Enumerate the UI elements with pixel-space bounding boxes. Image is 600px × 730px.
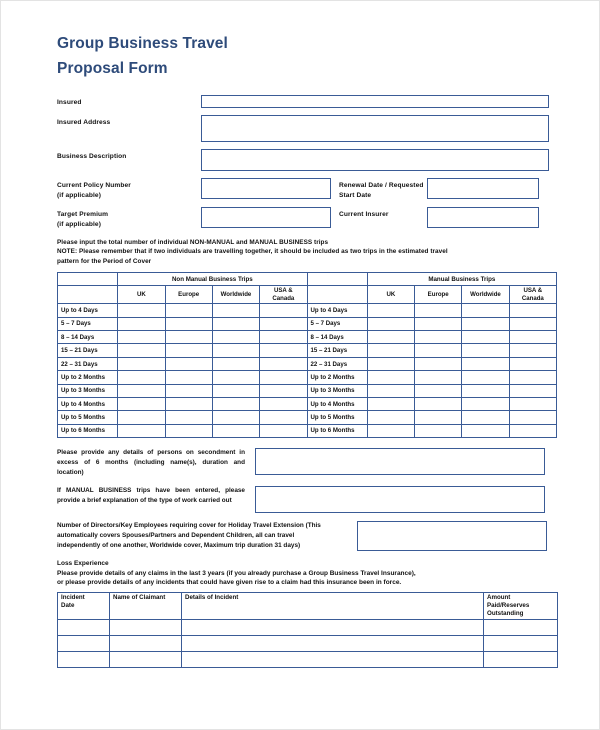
trips-cell-non-manual-3[interactable] <box>260 344 307 357</box>
column-details-of-incident: Details of Incident <box>182 592 484 619</box>
trips-cell-non-manual-1[interactable] <box>165 357 212 370</box>
trips-cell-non-manual-2[interactable] <box>212 331 259 344</box>
field-row-insured-address <box>57 115 557 142</box>
trips-cell-manual-1[interactable] <box>415 384 462 397</box>
usa-canada-line-1-nm: USA & <box>273 287 293 295</box>
usa-canada-line-2-m: Canada <box>521 294 544 302</box>
loss-cell-name-of-claimant[interactable] <box>110 651 182 667</box>
trips-cell-non-manual-3[interactable] <box>260 424 307 437</box>
trips-row <box>58 424 557 437</box>
loss-experience-heading: Loss Experience <box>57 560 109 568</box>
trips-cell-manual-1[interactable] <box>415 317 462 330</box>
trips-cell-non-manual-3[interactable] <box>260 304 307 317</box>
loss-experience-header-row <box>58 592 558 619</box>
trips-destination-non-manual-europe: Europe <box>165 286 212 304</box>
manual-explanation-question-label: If MANUAL BUSINESS trips have been entered, please provide a brief explanation of the type of work carried out <box>57 487 245 505</box>
directors-question-line-1: Number of Directors/Key Employees requiring cover for Holiday Travel Extension (This <box>57 522 321 530</box>
trips-cell-non-manual-0[interactable] <box>118 424 165 437</box>
usa-canada-line-1-m: USA & <box>523 287 543 295</box>
loss-experience-section <box>57 559 557 668</box>
trips-cell-manual-3[interactable] <box>509 357 556 370</box>
trips-cell-non-manual-1[interactable] <box>165 331 212 344</box>
trips-duration-label-non-manual: Up to 4 Days <box>58 304 118 317</box>
trips-cell-manual-1[interactable] <box>415 357 462 370</box>
trips-duration-label-non-manual: 5 – 7 Days <box>58 317 118 330</box>
trips-cell-manual-2[interactable] <box>462 398 509 411</box>
loss-cell-amount[interactable] <box>484 635 558 651</box>
insured-details-fieldset <box>57 95 557 229</box>
current-policy-number-label <box>57 178 201 200</box>
trips-cell-manual-1[interactable] <box>415 331 462 344</box>
trips-duration-label-manual: 8 – 14 Days <box>307 331 367 344</box>
trips-cell-non-manual-2[interactable] <box>212 384 259 397</box>
loss-experience-line-2: or please provide details of any incidents that could have given rise to a claim had this insurance been in force. <box>57 579 402 587</box>
directors-question-line-3: independently of one another, Worldwide cover, Maximum trip duration 31 days) <box>57 542 301 550</box>
trips-row <box>58 304 557 317</box>
trips-destination-header-row <box>58 286 557 304</box>
trips-cell-manual-2[interactable] <box>462 424 509 437</box>
trips-cell-non-manual-0[interactable] <box>118 344 165 357</box>
loss-cell-details-of-incident[interactable] <box>182 651 484 667</box>
trips-cell-manual-3[interactable] <box>509 384 556 397</box>
trips-destination-manual-worldwide: Worldwide <box>462 286 509 304</box>
business-description-input[interactable] <box>201 149 549 171</box>
trips-cell-manual-2[interactable] <box>462 384 509 397</box>
loss-experience-row <box>58 651 558 667</box>
trips-cell-manual-3[interactable] <box>509 317 556 330</box>
incident-date-line-1: Incident <box>61 593 85 601</box>
trips-cell-non-manual-0[interactable] <box>118 384 165 397</box>
field-row-insured <box>57 95 557 108</box>
loss-experience-table <box>57 592 558 668</box>
page-title-line-2: Proposal Form <box>57 60 168 77</box>
loss-experience-heading-block <box>57 559 557 588</box>
trips-cell-non-manual-3[interactable] <box>260 398 307 411</box>
trips-duration-label-non-manual: Up to 3 Months <box>58 384 118 397</box>
trips-cell-non-manual-2[interactable] <box>212 304 259 317</box>
directors-question-line-2: automatically covers Spouses/Partners and Dependent Children, all can travel <box>57 532 295 540</box>
trips-cell-manual-3[interactable] <box>509 371 556 384</box>
loss-cell-amount[interactable] <box>484 619 558 635</box>
trips-cell-manual-2[interactable] <box>462 304 509 317</box>
trips-row <box>58 344 557 357</box>
loss-experience-row <box>58 619 558 635</box>
trips-cell-manual-1[interactable] <box>415 344 462 357</box>
loss-experience-line-1: Please provide details of any claims in the last 3 years (if you already purchase a Group Business Travel Insurance), <box>57 569 416 577</box>
trips-cell-non-manual-2[interactable] <box>212 344 259 357</box>
trips-duration-label-non-manual: 8 – 14 Days <box>58 331 118 344</box>
loss-cell-incident-date[interactable] <box>58 651 110 667</box>
trips-destination-non-manual-uk: UK <box>118 286 165 304</box>
trips-cell-manual-0[interactable] <box>367 424 414 437</box>
target-premium-label-line-2: (if applicable) <box>57 220 101 228</box>
trips-cell-manual-2[interactable] <box>462 411 509 424</box>
trips-cell-manual-3[interactable] <box>509 424 556 437</box>
trips-duration-label-manual: Up to 4 Days <box>307 304 367 317</box>
trips-cell-non-manual-0[interactable] <box>118 371 165 384</box>
secondment-answer-input[interactable] <box>255 448 545 475</box>
renewal-date-label-line-1: Renewal Date / Requested <box>339 182 424 189</box>
amount-line-1: Amount Paid/Reserves <box>487 593 530 609</box>
insured-input[interactable] <box>201 95 549 108</box>
column-amount-paid-reserves <box>484 592 558 619</box>
page-title <box>57 31 557 81</box>
business-trips-table <box>57 272 557 438</box>
loss-experience-table-body <box>58 592 558 667</box>
trips-duration-label-manual: Up to 6 Months <box>307 424 367 437</box>
usa-canada-line-2-nm: Canada <box>272 294 295 302</box>
trips-cell-manual-3[interactable] <box>509 411 556 424</box>
amount-line-2: Outstanding <box>487 609 524 617</box>
loss-cell-details-of-incident[interactable] <box>182 635 484 651</box>
trips-row <box>58 317 557 330</box>
trips-cell-non-manual-3[interactable] <box>260 371 307 384</box>
question-row-manual-explanation <box>57 486 557 513</box>
loss-cell-name-of-claimant[interactable] <box>110 619 182 635</box>
trips-group-manual: Manual Business Trips <box>367 272 556 285</box>
loss-cell-incident-date[interactable] <box>58 619 110 635</box>
trips-cell-manual-0[interactable] <box>367 304 414 317</box>
loss-cell-name-of-claimant[interactable] <box>110 635 182 651</box>
trips-cell-manual-3[interactable] <box>509 344 556 357</box>
trips-cell-non-manual-0[interactable] <box>118 357 165 370</box>
renewal-date-label <box>331 178 427 200</box>
manual-explanation-answer-input[interactable] <box>255 486 545 513</box>
trips-cell-manual-3[interactable] <box>509 331 556 344</box>
directors-answer-input[interactable] <box>357 521 547 551</box>
trips-cell-manual-1[interactable] <box>415 424 462 437</box>
trips-cell-non-manual-0[interactable] <box>118 398 165 411</box>
trips-destination-spacer-right <box>307 286 367 304</box>
field-row-business-description <box>57 149 557 171</box>
loss-cell-amount[interactable] <box>484 651 558 667</box>
trips-duration-label-manual: 15 – 21 Days <box>307 344 367 357</box>
trips-destination-manual-usa-canada <box>509 286 556 304</box>
trips-cell-manual-3[interactable] <box>509 398 556 411</box>
column-incident-date <box>58 592 110 619</box>
loss-experience-row <box>58 635 558 651</box>
trips-cell-manual-0[interactable] <box>367 331 414 344</box>
trips-duration-label-non-manual: 15 – 21 Days <box>58 344 118 357</box>
column-name-of-claimant: Name of Claimant <box>110 592 182 619</box>
trips-cell-non-manual-3[interactable] <box>260 357 307 370</box>
trips-cell-non-manual-0[interactable] <box>118 317 165 330</box>
trips-duration-label-manual: Up to 3 Months <box>307 384 367 397</box>
trips-cell-non-manual-3[interactable] <box>260 331 307 344</box>
business-description-label: Business Description <box>57 153 127 160</box>
incident-date-line-2: Date <box>61 601 75 609</box>
trips-cell-manual-2[interactable] <box>462 331 509 344</box>
trips-duration-label-non-manual: Up to 5 Months <box>58 411 118 424</box>
target-premium-label-line-1: Target Premium <box>57 211 109 218</box>
trips-group-header-row <box>58 272 557 285</box>
form-sheet <box>57 31 557 668</box>
trips-duration-label-non-manual: Up to 2 Months <box>58 371 118 384</box>
question-row-directors <box>57 521 557 551</box>
trips-cell-manual-0[interactable] <box>367 317 414 330</box>
trips-cell-non-manual-2[interactable] <box>212 371 259 384</box>
trips-cell-non-manual-1[interactable] <box>165 398 212 411</box>
trips-cell-non-manual-3[interactable] <box>260 384 307 397</box>
trips-cell-non-manual-3[interactable] <box>260 411 307 424</box>
trips-cell-manual-0[interactable] <box>367 411 414 424</box>
trips-cell-manual-1[interactable] <box>415 411 462 424</box>
insured-address-input[interactable] <box>201 115 549 142</box>
trips-duration-label-non-manual: Up to 4 Months <box>58 398 118 411</box>
trips-group-non-manual: Non Manual Business Trips <box>118 272 307 285</box>
trips-cell-manual-0[interactable] <box>367 357 414 370</box>
trips-cell-manual-1[interactable] <box>415 398 462 411</box>
trips-cell-non-manual-2[interactable] <box>212 411 259 424</box>
secondment-question-label: Please provide any details of persons on secondment in excess of 6 months (including name(s), duration and location) <box>57 449 245 477</box>
trips-cell-manual-2[interactable] <box>462 344 509 357</box>
trips-row <box>58 371 557 384</box>
target-premium-input[interactable] <box>201 207 331 228</box>
trips-cell-manual-0[interactable] <box>367 398 414 411</box>
trips-cell-non-manual-0[interactable] <box>118 331 165 344</box>
loss-cell-details-of-incident[interactable] <box>182 619 484 635</box>
trips-duration-label-non-manual: Up to 6 Months <box>58 424 118 437</box>
insured-label: Insured <box>57 99 82 106</box>
insured-address-label: Insured Address <box>57 119 111 126</box>
trips-cell-non-manual-2[interactable] <box>212 317 259 330</box>
trips-cell-non-manual-0[interactable] <box>118 411 165 424</box>
trips-destination-non-manual-usa-canada <box>260 286 307 304</box>
trips-cell-manual-0[interactable] <box>367 384 414 397</box>
trips-cell-non-manual-1[interactable] <box>165 317 212 330</box>
field-row-policy-renewal <box>57 178 557 200</box>
trips-duration-label-manual: Up to 5 Months <box>307 411 367 424</box>
trips-cell-non-manual-1[interactable] <box>165 371 212 384</box>
trips-cell-non-manual-1[interactable] <box>165 344 212 357</box>
trips-group-spacer-right <box>307 272 367 285</box>
field-row-premium-insurer <box>57 207 557 229</box>
trips-cell-non-manual-2[interactable] <box>212 357 259 370</box>
trips-instructions-line-2: NOTE: Please remember that if two individuals are travelling together, it should be included as two trips in the estimated travel <box>57 248 448 256</box>
current-insurer-label: Current Insurer <box>339 211 389 218</box>
trips-cell-non-manual-1[interactable] <box>165 411 212 424</box>
trips-row <box>58 398 557 411</box>
renewal-date-input[interactable] <box>427 178 539 199</box>
trips-destination-non-manual-worldwide: Worldwide <box>212 286 259 304</box>
trips-cell-manual-1[interactable] <box>415 371 462 384</box>
trips-cell-non-manual-1[interactable] <box>165 424 212 437</box>
trips-destination-manual-uk: UK <box>367 286 414 304</box>
trips-row <box>58 411 557 424</box>
loss-cell-incident-date[interactable] <box>58 635 110 651</box>
question-row-secondment <box>57 448 557 478</box>
trips-cell-manual-2[interactable] <box>462 357 509 370</box>
trips-row <box>58 357 557 370</box>
trips-instructions-line-3: pattern for the Period of Cover <box>57 257 152 265</box>
trips-duration-label-manual: Up to 4 Months <box>307 398 367 411</box>
trips-cell-non-manual-3[interactable] <box>260 317 307 330</box>
trips-cell-manual-0[interactable] <box>367 344 414 357</box>
current-policy-number-input[interactable] <box>201 178 331 199</box>
trips-cell-non-manual-0[interactable] <box>118 304 165 317</box>
trips-duration-label-manual: 5 – 7 Days <box>307 317 367 330</box>
trips-cell-non-manual-2[interactable] <box>212 398 259 411</box>
trips-cell-non-manual-2[interactable] <box>212 424 259 437</box>
trips-cell-manual-0[interactable] <box>367 371 414 384</box>
current-policy-number-label-line-2: (if applicable) <box>57 191 101 199</box>
trips-duration-label-manual: 22 – 31 Days <box>307 357 367 370</box>
trips-row <box>58 331 557 344</box>
directors-question-label <box>57 521 357 551</box>
trips-group-spacer-left <box>58 272 118 285</box>
current-policy-number-label-line-1: Current Policy Number <box>57 182 131 189</box>
trips-cell-manual-2[interactable] <box>462 317 509 330</box>
trips-instructions <box>57 238 557 266</box>
page-title-line-1: Group Business Travel <box>57 35 228 52</box>
trips-destination-spacer-left <box>58 286 118 304</box>
trips-cell-manual-1[interactable] <box>415 304 462 317</box>
business-trips-table-body <box>58 272 557 437</box>
trips-instructions-line-1: Please input the total number of individual NON-MANUAL and MANUAL BUSINESS trips <box>57 239 329 246</box>
trips-cell-manual-3[interactable] <box>509 304 556 317</box>
trips-destination-manual-europe: Europe <box>415 286 462 304</box>
trips-cell-manual-2[interactable] <box>462 371 509 384</box>
trips-cell-non-manual-1[interactable] <box>165 304 212 317</box>
trips-duration-label-manual: Up to 2 Months <box>307 371 367 384</box>
trips-cell-non-manual-1[interactable] <box>165 384 212 397</box>
current-insurer-input[interactable] <box>427 207 539 228</box>
target-premium-label <box>57 207 201 229</box>
trips-row <box>58 384 557 397</box>
renewal-date-label-line-2: Start Date <box>339 191 372 199</box>
trips-duration-label-non-manual: 22 – 31 Days <box>58 357 118 370</box>
additional-questions <box>57 448 557 551</box>
